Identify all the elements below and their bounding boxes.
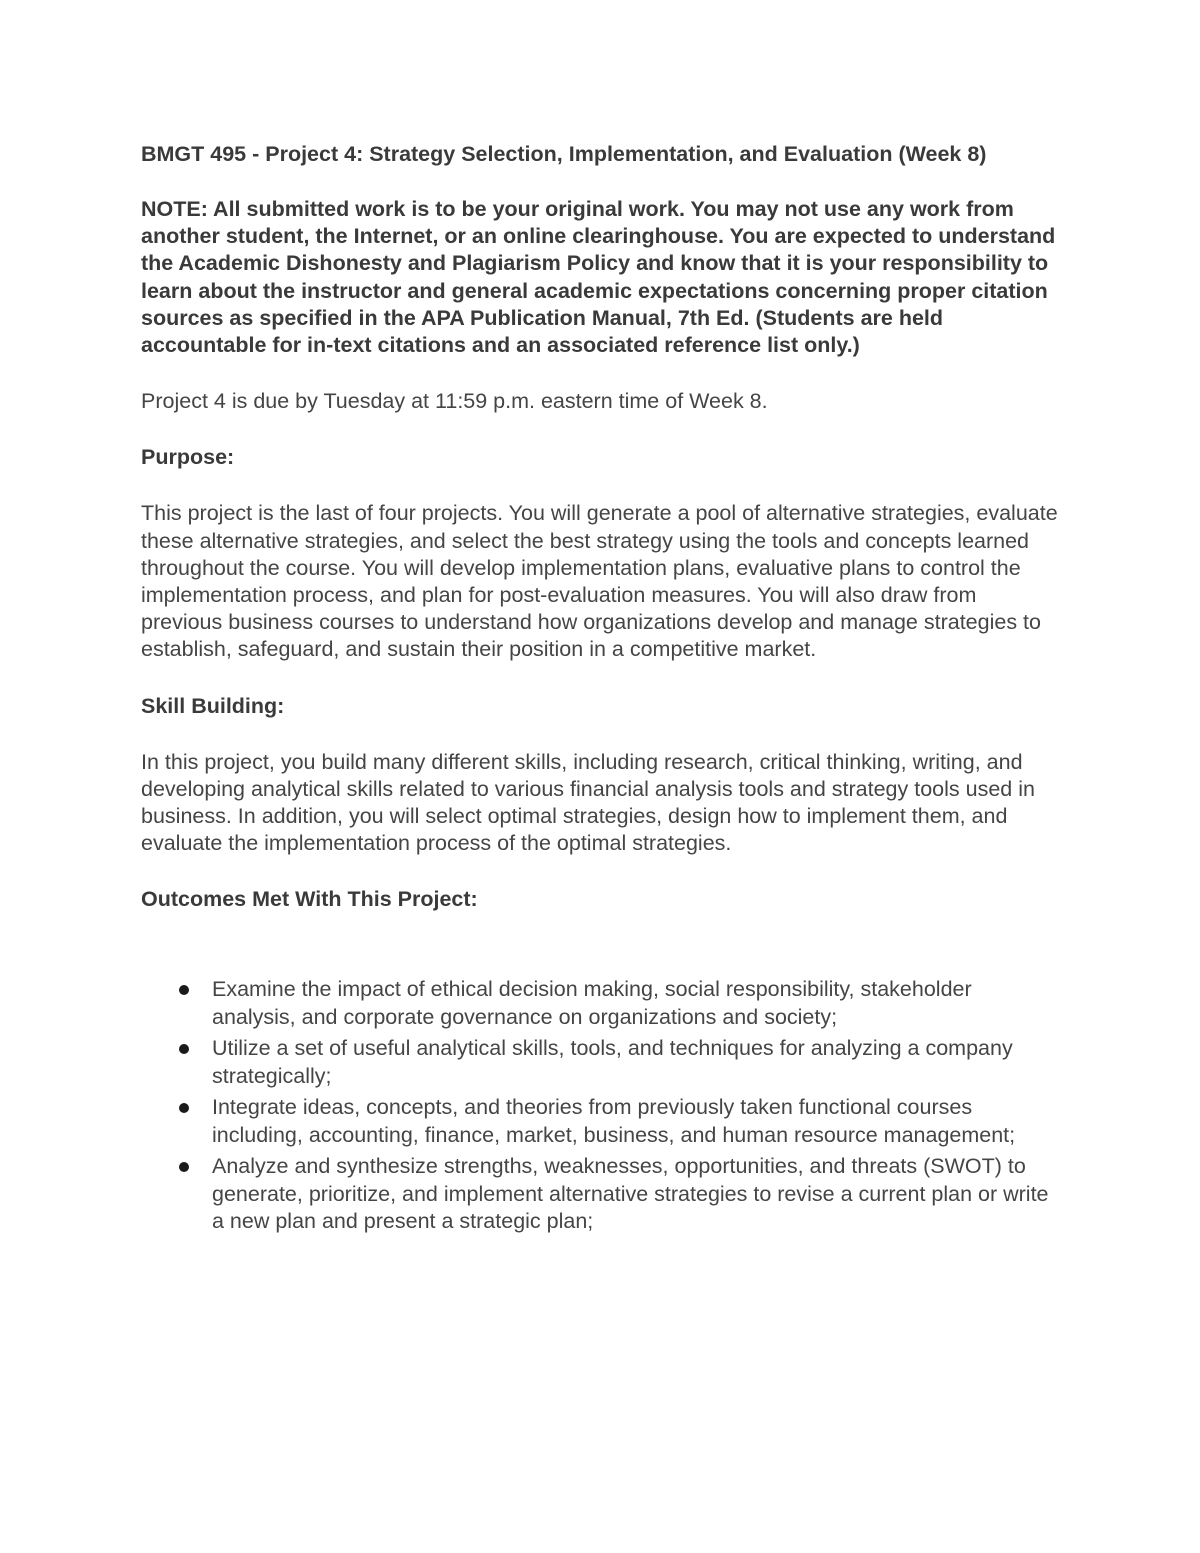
document-page	[141, 141, 1061, 1240]
outcome-text: Utilize a set of useful analytical skills, tools, and techniques for analyzing a company strategically;	[212, 1036, 1013, 1088]
bullet-icon	[179, 1103, 189, 1113]
skill-building-heading: Skill Building:	[141, 693, 285, 718]
outcome-text: Examine the impact of ethical decision making, social responsibility, stakeholder analysis, and corporate governance on organizations and society;	[212, 977, 972, 1029]
list-item	[141, 1035, 1061, 1090]
list-item	[141, 976, 1061, 1031]
purpose-paragraph: This project is the last of four projects. You will generate a pool of alternative strategies, evaluate these alternative strategies, and select the best strategy using the tools and concepts learned throughout the course. You will develop implementation plans, evaluative plans to control the implementation process, and plan for post-evaluation measures. You will also draw from previous business courses to understand how organizations develop and manage strategies to establish, safeguard, and sustain their position in a competitive market.	[141, 501, 1058, 662]
outcomes-list	[141, 976, 1061, 1236]
integrity-note: NOTE: All submitted work is to be your original work. You may not use any work from another student, the Internet, or an online clearinghouse. You are expected to understand the Academic Dishonesty and Plagiarism Policy and know that it is your responsibility to learn about the instructor and general academic expectations concerning proper citation sources as specified in the APA Publication Manual, 7th Ed. (Students are held accountable for in-text citations and an associated reference list only.)	[141, 197, 1056, 358]
outcomes-heading: Outcomes Met With This Project:	[141, 887, 478, 912]
bullet-icon	[179, 1162, 189, 1172]
bullet-icon	[179, 1044, 189, 1054]
purpose-heading: Purpose:	[141, 445, 235, 470]
list-item	[141, 1094, 1061, 1149]
outcome-text: Analyze and synthesize strengths, weaknesses, opportunities, and threats (SWOT) to generate, prioritize, and implement alternative strategies to revise a current plan or write a new plan and present a strategic plan;	[212, 1154, 1049, 1234]
outcome-text: Integrate ideas, concepts, and theories from previously taken functional courses including, accounting, finance, market, business, and human resource management;	[212, 1095, 1016, 1147]
document-title: BMGT 495 - Project 4: Strategy Selection, Implementation, and Evaluation (Week 8)	[141, 142, 987, 166]
due-date-text: Project 4 is due by Tuesday at 11:59 p.m. eastern time of Week 8.	[141, 389, 768, 414]
list-item	[141, 1153, 1061, 1236]
bullet-icon	[179, 985, 189, 995]
skill-building-paragraph: In this project, you build many different skills, including research, critical thinking, writing, and developing analytical skills related to various financial analysis tools and strategy tools used in business. In addition, you will select optimal strategies, design how to implement them, and evaluate the implementation process of the optimal strategies.	[141, 749, 1035, 856]
